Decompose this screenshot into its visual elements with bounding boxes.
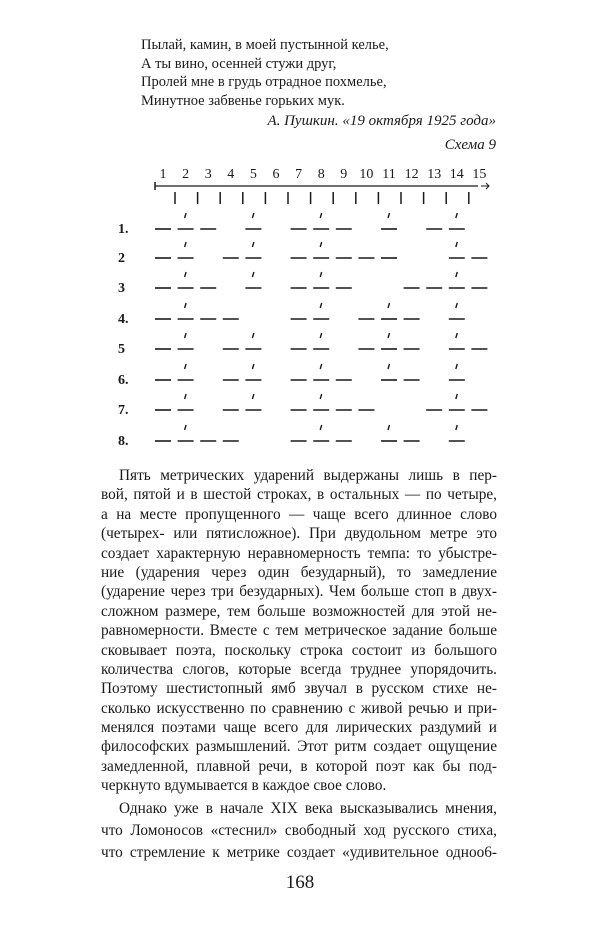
stress-mark (320, 213, 322, 218)
stress-mark (456, 364, 458, 369)
arrow-icon (481, 183, 489, 189)
stress-mark (388, 364, 390, 369)
poem-line: Минутное забвенье горьких мук. (141, 92, 345, 109)
row-label: 3 (118, 281, 125, 296)
poem-attribution: А. Пушкин. «19 октября 1925 года» (267, 113, 496, 129)
row-label: 1. (118, 222, 129, 237)
row-label: 6. (118, 373, 129, 388)
stress-mark (252, 272, 254, 277)
position-number: 1 (159, 167, 167, 182)
stress-mark (320, 303, 322, 308)
text-line: Поэтому шестистопный ямб звучал в русском стихе не- (101, 680, 497, 698)
stress-mark (252, 394, 254, 399)
paragraph-1 (101, 466, 497, 796)
position-number: 12 (404, 167, 419, 182)
stress-mark (456, 425, 458, 430)
text-line: а на месте пропущенного — чаще всего длинное слово (101, 505, 497, 523)
stress-mark (320, 425, 322, 430)
stress-mark (456, 272, 458, 277)
position-number: 2 (182, 167, 190, 182)
text-line: ние (ударения через один безударный), то замедление (101, 563, 497, 581)
position-number: 15 (472, 167, 487, 182)
row-label: 4. (118, 312, 129, 327)
stress-mark (252, 333, 254, 338)
text-line: (ударение через три безударных). Чем больше стоп в двух- (101, 583, 497, 601)
text-line: равномерности. Вместе с тем метрическое задание больше (101, 622, 497, 640)
stress-mark (320, 242, 322, 247)
stress-mark (252, 242, 254, 247)
position-number: 7 (295, 167, 303, 182)
paragraph-2 (101, 798, 497, 864)
text-line: сковывает поэта, поскольку строка состоит из большого (101, 641, 497, 659)
text-line: замедленной, плавной речи, в которой поэт как бы под- (101, 757, 497, 775)
text-line: философских размышлений. Этот ритм создает ощущение (101, 738, 497, 756)
position-number: 6 (272, 167, 280, 182)
stress-mark (456, 303, 458, 308)
stress-mark (252, 364, 254, 369)
text-line: сложном размере, тем больше возможностей для этой не- (101, 602, 497, 620)
text-line: черкнуто вдумывается в каждое свое слово. (101, 777, 387, 795)
position-number: 8 (317, 167, 325, 182)
stress-mark (185, 213, 187, 218)
text-line: Пять метрических ударений выдержаны лишь в пер- (119, 467, 497, 484)
scheme-title: Схема 9 (444, 137, 496, 153)
stress-mark (388, 333, 390, 338)
position-number: 9 (340, 167, 348, 182)
stress-mark (320, 394, 322, 399)
row-label: 2 (118, 251, 125, 266)
poem-line: Пылай, камин, в моей пустынной келье, (141, 37, 389, 53)
text-line: создает характерную неравномерность темпа: то убыстре- (101, 544, 497, 562)
stress-mark (185, 242, 187, 247)
poem-line: Пролей мне в грудь отрадное похмелье, (141, 74, 387, 90)
row-label: 7. (118, 403, 129, 418)
position-number: 3 (204, 167, 212, 182)
stress-mark (388, 425, 390, 430)
text-line: менялся поэтами чаще всего для лирических раздумий и (101, 719, 497, 737)
stress-mark (388, 303, 390, 308)
text-line: (четырех- или пятисложное). При двудольном метре это (101, 525, 497, 543)
stress-mark (388, 213, 390, 218)
stress-mark (320, 272, 322, 277)
stress-mark (320, 364, 322, 369)
stress-mark (456, 213, 458, 218)
stress-mark (456, 394, 458, 399)
text-line: вой, пятой и в шестой строках, в остальных — по четыре, (101, 486, 497, 504)
row-label: 5 (118, 342, 125, 357)
row-label: 8. (118, 434, 129, 449)
stress-mark (456, 242, 458, 247)
page-number: 168 (285, 872, 315, 893)
text-line: Однако уже в начале XIX века высказывались мнения, (119, 800, 497, 817)
position-number: 11 (382, 167, 396, 182)
stress-mark (185, 425, 187, 430)
position-number: 5 (249, 167, 257, 182)
text-line: количества слогов, которые всегда труднее упорядочить. (101, 660, 497, 678)
stress-mark (185, 333, 187, 338)
stress-mark (320, 333, 322, 338)
stress-mark (456, 333, 458, 338)
text-line: что Ломоносов «стеснил» свободный ход русского стиха, (101, 822, 497, 839)
position-number: 4 (227, 167, 235, 182)
position-number: 13 (427, 167, 442, 182)
stress-mark (185, 272, 187, 277)
text-line: что стремление к метрике создает «удивительное одноо6- (101, 844, 497, 861)
position-number: 14 (449, 167, 464, 182)
position-number: 10 (359, 167, 374, 182)
stress-mark (185, 303, 187, 308)
rhythm-scheme-diagram (0, 0, 600, 460)
stress-mark (252, 213, 254, 218)
stress-mark (185, 394, 187, 399)
text-line: сколько искусственно по сравнению с живой речью и при- (101, 699, 497, 717)
poem-line: А ты вино, осенней стужи друг, (141, 55, 337, 72)
stress-mark (185, 364, 187, 369)
